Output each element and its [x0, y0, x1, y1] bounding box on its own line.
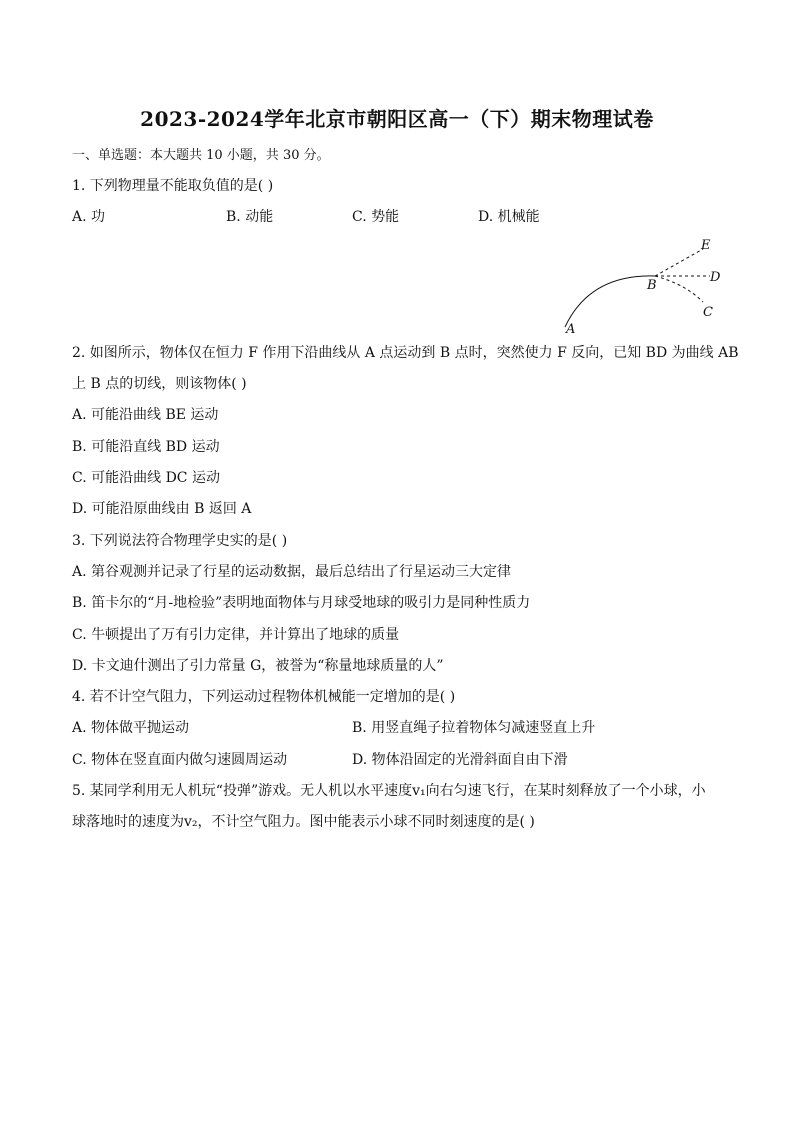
q5-stem-line2: 球落地时的速度为v₂，不计空气阻力。图中能表示小球不同时刻速度的是( ): [72, 814, 535, 830]
q2-stem-line2: 上 B 点的切线，则该物体( ): [72, 376, 247, 392]
q2-figure-curves: [555, 232, 735, 337]
q4-stem: 4. 若不计空气阻力，下列运动过程物体机械能一定增加的是( ): [72, 689, 456, 705]
q1-stem: 1. 下列物理量不能取负值的是( ): [72, 178, 274, 194]
q5-stem-line1: 5. 某同学利用无人机玩“投弹”游戏。无人机以水平速度v₁向右匀速飞行，在某时刻释放了一个小球，小: [72, 783, 706, 799]
q4-option-c: C. 物体在竖直面内做匀速圆周运动: [72, 752, 288, 768]
q2-stem-line1: 2. 如图所示，物体仅在恒力 F 作用下沿曲线从 A 点运动到 B 点时，突然使力 F 反向，已知 BD 为曲线 AB: [72, 345, 739, 361]
q3-option-c: C. 牛顿提出了万有引力定律，并计算出了地球的质量: [72, 627, 400, 643]
section-heading: 一、单选题：本大题共 10 小题，共 30 分。: [72, 148, 330, 163]
q1-option-b: B. 动能: [226, 209, 274, 225]
dashed-curve-bc: [655, 276, 703, 302]
label-b: B: [647, 278, 657, 293]
q1-option-d: D. 机械能: [478, 209, 540, 225]
curve-ab: [565, 276, 655, 327]
q1-option-c: C. 势能: [352, 209, 400, 225]
q1-option-a: A. 功: [72, 209, 106, 225]
q2-option-c: C. 可能沿曲线 DC 运动: [72, 470, 220, 486]
exam-title: 2023-2024学年北京市朝阳区高一（下）期末物理试卷: [140, 107, 654, 131]
dashed-curve-be: [655, 249, 703, 276]
label-c: C: [703, 305, 713, 320]
q3-option-a: A. 第谷观测并记录了行星的运动数据，最后总结出了行星运动三大定律: [72, 564, 512, 580]
q3-stem: 3. 下列说法符合物理学史实的是( ): [72, 533, 288, 549]
q4-option-d: D. 物体沿固定的光滑斜面自由下滑: [352, 752, 568, 768]
q3-option-b: B. 笛卡尔的“月-地检验”表明地面物体与月球受地球的吸引力是同种性质力: [72, 595, 531, 611]
q4-option-a: A. 物体做平抛运动: [72, 720, 190, 736]
q2-option-a: A. 可能沿曲线 BE 运动: [72, 407, 219, 423]
label-a: A: [566, 322, 576, 337]
q3-option-d: D. 卡文迪什测出了引力常量 G，被誉为“称量地球质量的人”: [72, 658, 444, 674]
q4-option-b: B. 用竖直绳子拉着物体匀减速竖直上升: [352, 720, 596, 736]
q2-option-d: D. 可能沿原曲线由 B 返回 A: [72, 501, 252, 517]
label-e: E: [701, 238, 711, 253]
q2-option-b: B. 可能沿直线 BD 运动: [72, 439, 220, 455]
label-d: D: [710, 270, 721, 285]
